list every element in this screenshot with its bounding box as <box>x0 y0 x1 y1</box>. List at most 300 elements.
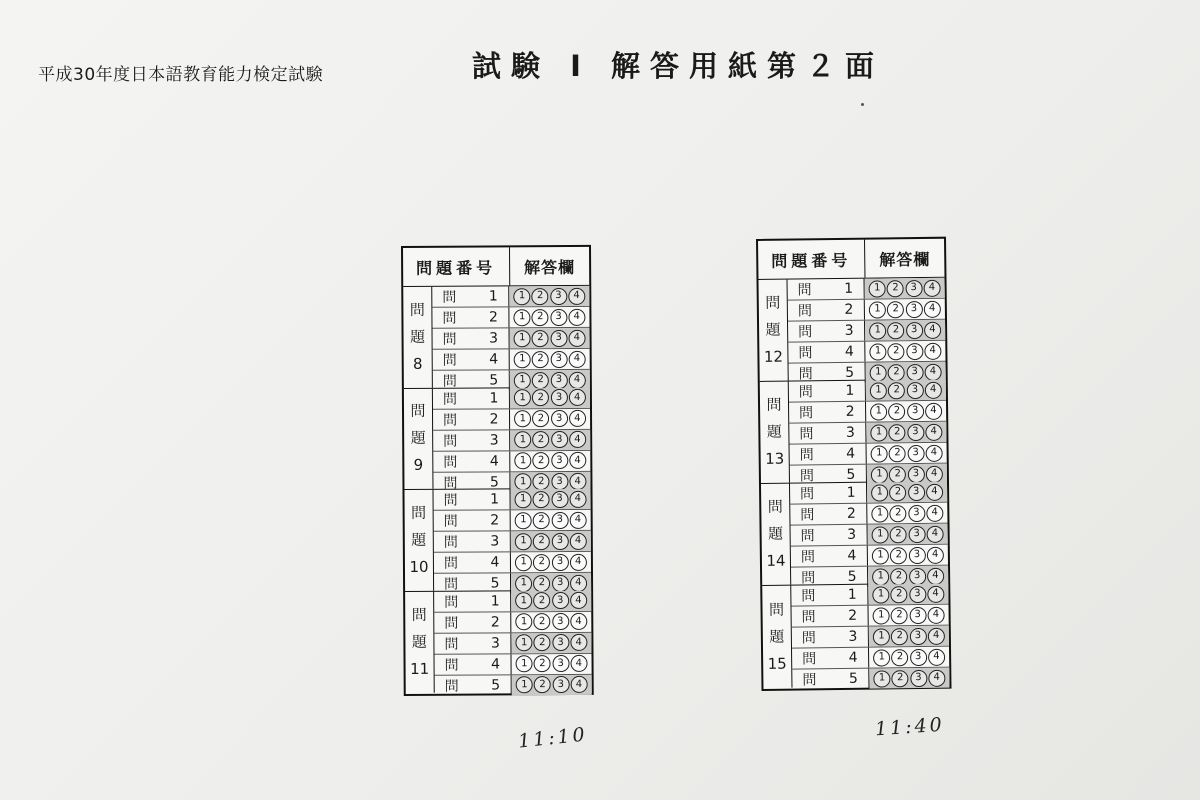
question-number: 3 <box>480 531 511 551</box>
question-row <box>434 632 591 654</box>
answer-bubble[interactable]: 3 <box>551 452 568 469</box>
answer-bubble[interactable]: 2 <box>534 634 551 651</box>
answer-bubble[interactable]: 2 <box>888 343 905 360</box>
answer-bubble[interactable]: 4 <box>925 423 942 440</box>
answer-bubble[interactable]: 3 <box>550 308 567 325</box>
question-number: 5 <box>480 573 511 593</box>
answer-bubble[interactable]: 2 <box>533 592 550 609</box>
answer-bubble[interactable]: 3 <box>909 585 926 602</box>
group-label-char: 題 <box>411 632 427 651</box>
question-label: 問 <box>799 447 814 464</box>
answer-bubble[interactable]: 3 <box>909 627 926 644</box>
answer-bubble[interactable]: 4 <box>928 627 945 644</box>
answer-bubble[interactable]: 1 <box>514 410 531 427</box>
question-number: 3 <box>837 525 868 545</box>
answer-bubble[interactable]: 1 <box>871 484 888 501</box>
answer-bubble[interactable]: 4 <box>570 574 587 591</box>
answer-bubble[interactable]: 3 <box>905 300 922 317</box>
question-label: 問 <box>442 391 457 408</box>
question-number: 3 <box>834 321 865 341</box>
question-label: 問 <box>444 657 459 674</box>
question-number: 1 <box>837 585 868 605</box>
answer-bubble[interactable]: 4 <box>570 655 587 672</box>
answer-bubble[interactable]: 1 <box>872 586 889 603</box>
question-label: 問 <box>801 570 816 587</box>
answer-bubble[interactable]: 4 <box>570 676 587 693</box>
group-label <box>404 490 434 591</box>
question-row <box>433 450 590 472</box>
answer-bubble[interactable]: 1 <box>873 607 890 624</box>
answer-bubble[interactable]: 2 <box>890 505 907 522</box>
answer-bubble[interactable]: 2 <box>533 473 550 490</box>
question-row <box>433 387 590 409</box>
question-label: 問 <box>799 468 815 485</box>
answer-bubbles <box>865 299 945 320</box>
answer-bubble[interactable]: 1 <box>515 613 532 630</box>
answer-bubbles <box>510 349 590 369</box>
question-number: 2 <box>479 409 510 429</box>
answer-bubble[interactable]: 3 <box>907 402 924 419</box>
answer-bubbles <box>510 387 590 407</box>
answer-bubble[interactable]: 2 <box>889 424 906 441</box>
question-row <box>433 489 590 511</box>
answer-bubble[interactable]: 4 <box>927 546 944 563</box>
answer-bubble[interactable]: 4 <box>924 300 941 317</box>
answer-bubble[interactable]: 4 <box>570 592 587 609</box>
question-label: 問 <box>442 289 457 306</box>
answer-bubble[interactable]: 4 <box>926 465 943 482</box>
question-number: 1 <box>833 279 864 299</box>
answer-bubbles <box>511 632 591 652</box>
answer-bubble[interactable]: 1 <box>515 554 532 571</box>
answer-bubbles <box>511 531 591 551</box>
answer-bubbles <box>867 443 947 464</box>
answer-bubble[interactable]: 2 <box>533 554 550 571</box>
question-group <box>404 489 591 592</box>
answer-bubble[interactable]: 2 <box>888 403 905 420</box>
answer-bubble[interactable]: 3 <box>550 371 567 388</box>
answer-bubble[interactable]: 4 <box>570 613 587 630</box>
group-label-char: 題 <box>409 327 426 346</box>
answer-bubble[interactable]: 2 <box>890 526 907 543</box>
answer-bubble[interactable]: 1 <box>869 322 886 339</box>
answer-bubble[interactable]: 4 <box>927 585 944 602</box>
question-row <box>791 545 948 568</box>
answer-bubble[interactable]: 1 <box>515 473 532 490</box>
answer-bubble[interactable]: 2 <box>532 351 549 368</box>
question-number: 5 <box>479 472 510 492</box>
answer-bubbles <box>510 489 590 509</box>
answer-bubble[interactable]: 2 <box>887 322 904 339</box>
table-header <box>758 239 944 280</box>
question-number: 3 <box>835 423 866 443</box>
answer-bubble[interactable]: 3 <box>552 676 569 693</box>
question-row <box>433 429 590 451</box>
question-group <box>761 482 948 586</box>
group-label <box>761 484 791 585</box>
answer-bubble[interactable]: 2 <box>534 613 551 630</box>
question-label: 問 <box>444 636 459 653</box>
answer-bubbles <box>869 626 949 647</box>
answer-bubble[interactable]: 4 <box>569 410 586 427</box>
answer-bubble[interactable]: 2 <box>891 586 908 603</box>
question-row <box>791 605 948 628</box>
answer-bubble[interactable]: 3 <box>906 381 923 398</box>
answer-bubble[interactable]: 4 <box>924 342 941 359</box>
question-label: 問 <box>444 594 459 611</box>
question-row <box>434 590 591 612</box>
answer-bubble[interactable]: 1 <box>869 301 886 318</box>
answer-bubble[interactable]: 1 <box>515 491 532 508</box>
question-number: 1 <box>478 286 509 306</box>
group-label-char: 11 <box>409 659 430 678</box>
answer-bubble[interactable]: 3 <box>910 648 927 665</box>
group-label-char: 問 <box>411 605 427 624</box>
answer-bubble[interactable]: 3 <box>551 473 568 490</box>
question-label: 問 <box>443 475 458 492</box>
answer-bubble[interactable]: 4 <box>568 329 585 346</box>
answer-bubble[interactable]: 1 <box>872 547 889 564</box>
answer-bubble[interactable]: 1 <box>873 670 890 687</box>
question-row <box>433 408 590 430</box>
answer-bubble[interactable]: 3 <box>552 634 569 651</box>
group-label-char: 9 <box>413 456 424 475</box>
answer-table-left <box>401 245 594 696</box>
answer-bubble[interactable]: 3 <box>908 504 925 521</box>
answer-bubble[interactable]: 2 <box>532 389 549 406</box>
answer-bubble[interactable]: 4 <box>569 371 586 388</box>
question-number: 5 <box>837 567 868 587</box>
answer-bubble[interactable]: 3 <box>552 655 569 672</box>
question-row <box>433 349 590 371</box>
group-label-char: 8 <box>412 354 423 373</box>
group-label <box>404 388 434 489</box>
answer-bubble[interactable]: 3 <box>907 444 924 461</box>
question-group <box>403 286 590 389</box>
answer-bubbles <box>510 328 590 348</box>
answer-bubbles <box>512 674 592 694</box>
group-label-char: 問 <box>411 503 427 522</box>
question-label: 問 <box>799 405 814 422</box>
answer-bubble[interactable]: 1 <box>515 533 532 550</box>
answer-bubble[interactable]: 1 <box>515 575 532 592</box>
answer-bubble[interactable]: 2 <box>533 431 550 448</box>
answer-bubble[interactable]: 2 <box>532 309 549 326</box>
answer-bubbles <box>867 482 947 503</box>
answer-bubble[interactable]: 4 <box>570 553 587 570</box>
group-label-char: 題 <box>766 422 782 441</box>
handwritten-time-right: 11:40 <box>874 713 946 741</box>
answer-bubble[interactable]: 2 <box>532 288 549 305</box>
answer-bubble[interactable]: 1 <box>516 655 533 672</box>
answer-bubble[interactable]: 4 <box>569 490 586 507</box>
group-label-char: 13 <box>765 449 785 468</box>
answer-bubbles <box>868 584 948 605</box>
answer-bubble[interactable]: 4 <box>926 483 943 500</box>
answer-bubble[interactable]: 1 <box>516 634 533 651</box>
answer-bubble[interactable]: 3 <box>910 669 927 686</box>
group-label-char: 題 <box>411 530 427 549</box>
question-number: 2 <box>478 307 509 327</box>
answer-bubble[interactable]: 1 <box>870 403 887 420</box>
answer-bubble[interactable]: 3 <box>552 592 569 609</box>
answer-bubble[interactable]: 1 <box>871 505 888 522</box>
answer-bubble[interactable]: 3 <box>909 606 926 623</box>
group-label <box>759 280 789 381</box>
question-row <box>435 674 592 695</box>
answer-bubble[interactable]: 3 <box>550 287 567 304</box>
answer-bubble[interactable]: 2 <box>889 445 906 462</box>
question-number: 2 <box>835 402 866 422</box>
answer-table-right <box>756 237 952 691</box>
answer-bubble[interactable]: 2 <box>890 547 907 564</box>
answer-bubble[interactable]: 2 <box>891 607 908 624</box>
answer-bubble[interactable]: 4 <box>928 669 945 686</box>
question-number-header: 問題番号 <box>758 240 865 279</box>
question-label: 問 <box>802 651 817 668</box>
question-label: 問 <box>444 678 459 695</box>
question-row <box>432 286 589 308</box>
question-row <box>790 482 947 505</box>
answer-bubble[interactable]: 1 <box>514 330 531 347</box>
question-label: 問 <box>800 507 815 524</box>
answer-bubble[interactable]: 4 <box>568 287 585 304</box>
answer-bubble[interactable]: 2 <box>532 372 549 389</box>
answer-bubble[interactable]: 3 <box>552 574 569 591</box>
answer-bubble[interactable]: 2 <box>532 330 549 347</box>
answer-bubble[interactable]: 2 <box>533 575 550 592</box>
question-label: 問 <box>443 454 458 471</box>
question-number: 5 <box>481 675 512 695</box>
answer-bubbles <box>509 307 589 327</box>
answer-bubble[interactable]: 2 <box>891 628 908 645</box>
question-number: 5 <box>479 370 510 390</box>
answer-bubble[interactable]: 1 <box>514 309 531 326</box>
answer-bubble[interactable]: 3 <box>550 389 567 406</box>
answer-bubble[interactable]: 2 <box>888 364 905 381</box>
question-row <box>789 401 946 424</box>
answer-bubble[interactable]: 3 <box>908 546 925 563</box>
answer-bubble[interactable]: 1 <box>514 431 531 448</box>
question-row <box>789 422 946 445</box>
answer-bubble[interactable]: 4 <box>569 511 586 528</box>
question-row <box>434 552 591 574</box>
answer-bubble[interactable]: 2 <box>890 568 907 585</box>
answer-bubble[interactable]: 4 <box>569 431 586 448</box>
question-label: 問 <box>444 615 459 632</box>
answer-bubble[interactable]: 1 <box>514 372 531 389</box>
answer-bubble[interactable]: 2 <box>889 466 906 483</box>
answer-bubble[interactable]: 3 <box>551 511 568 528</box>
answer-bubble[interactable]: 3 <box>907 423 924 440</box>
answer-bubble[interactable]: 2 <box>887 301 904 318</box>
answer-bubble[interactable]: 3 <box>551 410 568 427</box>
answer-bubble[interactable]: 3 <box>552 613 569 630</box>
question-number: 4 <box>480 654 511 674</box>
answer-bubbles <box>869 668 949 689</box>
question-label: 問 <box>798 324 813 341</box>
answer-bubbles <box>511 611 591 631</box>
answer-bubble[interactable]: 4 <box>569 473 586 490</box>
answer-bubble[interactable]: 3 <box>550 350 567 367</box>
question-label: 問 <box>443 412 458 429</box>
question-label: 問 <box>798 345 813 362</box>
question-label: 問 <box>800 549 815 566</box>
question-row <box>434 531 591 553</box>
question-number: 1 <box>835 381 866 401</box>
answer-bubble[interactable]: 4 <box>569 389 586 406</box>
question-group <box>760 380 947 484</box>
question-row <box>789 380 946 403</box>
answer-bubble[interactable]: 4 <box>568 308 585 325</box>
question-label: 問 <box>442 373 457 390</box>
answer-bubble[interactable]: 2 <box>891 649 908 666</box>
question-label: 問 <box>800 486 815 503</box>
answer-bubble[interactable]: 2 <box>888 382 905 399</box>
answer-bubbles <box>868 545 948 566</box>
group-label <box>403 287 433 388</box>
answer-bubble[interactable]: 4 <box>924 321 941 338</box>
answer-bubble[interactable]: 4 <box>926 525 943 542</box>
answer-bubble[interactable]: 1 <box>515 592 532 609</box>
answer-bubble[interactable]: 3 <box>908 483 925 500</box>
question-row <box>791 524 948 547</box>
question-group <box>762 584 949 688</box>
question-number-header: 問題番号 <box>403 247 510 286</box>
answer-bubble[interactable]: 2 <box>889 484 906 501</box>
answer-bubble[interactable]: 2 <box>532 410 549 427</box>
question-row <box>788 299 945 322</box>
question-number: 1 <box>836 483 867 503</box>
answer-bubbles <box>868 605 948 626</box>
answer-bubble[interactable]: 1 <box>871 445 888 462</box>
answer-bubble[interactable]: 1 <box>873 628 890 645</box>
answer-bubble[interactable]: 4 <box>568 350 585 367</box>
answer-bubble[interactable]: 4 <box>925 381 942 398</box>
question-row <box>792 668 949 690</box>
answer-bubble[interactable]: 3 <box>551 532 568 549</box>
answer-bubbles <box>866 422 946 443</box>
question-label: 問 <box>801 609 816 626</box>
question-label: 問 <box>797 282 812 299</box>
answer-bubble[interactable]: 1 <box>870 424 887 441</box>
answer-bubble[interactable]: 1 <box>514 351 531 368</box>
answer-bubble[interactable]: 4 <box>925 402 942 419</box>
answer-bubble[interactable]: 1 <box>514 389 531 406</box>
question-number: 2 <box>480 612 511 632</box>
answer-bubbles <box>510 408 590 428</box>
question-row <box>792 626 949 649</box>
question-row <box>432 307 589 329</box>
answer-bubble[interactable]: 4 <box>928 648 945 665</box>
answer-bubble[interactable]: 1 <box>514 452 531 469</box>
question-label: 問 <box>442 331 457 348</box>
answer-bubble[interactable]: 3 <box>551 431 568 448</box>
answer-bubble[interactable]: 2 <box>533 512 550 529</box>
answer-bubble[interactable]: 1 <box>515 512 532 529</box>
question-number: 2 <box>480 510 511 530</box>
answer-bubble[interactable]: 1 <box>871 466 888 483</box>
answer-bubble[interactable]: 3 <box>905 279 922 296</box>
answer-bubbles <box>865 341 945 362</box>
question-number: 2 <box>836 504 867 524</box>
answer-bubble[interactable]: 1 <box>870 382 887 399</box>
question-label: 問 <box>443 555 458 572</box>
answer-bubble[interactable]: 3 <box>906 321 923 338</box>
answer-bubbles <box>866 401 946 422</box>
answer-bubble[interactable]: 1 <box>869 280 886 297</box>
answer-bubble[interactable]: 1 <box>873 649 890 666</box>
answer-bubble[interactable]: 4 <box>926 504 943 521</box>
answer-bubble[interactable]: 4 <box>924 363 941 380</box>
answer-bubble[interactable]: 2 <box>534 655 551 672</box>
answer-bubble[interactable]: 1 <box>513 288 530 305</box>
answer-bubble[interactable]: 2 <box>887 280 904 297</box>
answer-bubble[interactable]: 3 <box>906 363 923 380</box>
answer-bubble[interactable]: 4 <box>570 532 587 549</box>
answer-bubble[interactable]: 3 <box>551 553 568 570</box>
question-number: 4 <box>834 342 865 362</box>
answer-bubble[interactable]: 4 <box>569 452 586 469</box>
answer-bubble[interactable]: 4 <box>570 634 587 651</box>
question-number: 2 <box>837 606 868 626</box>
question-number: 4 <box>479 451 510 471</box>
answer-bubble[interactable]: 3 <box>550 329 567 346</box>
group-label-char: 問 <box>766 395 782 414</box>
group-label-char: 問 <box>768 600 785 619</box>
answer-bubble[interactable]: 3 <box>907 465 924 482</box>
question-number: 4 <box>837 546 868 566</box>
question-row <box>434 653 591 675</box>
answer-bubbles <box>510 429 590 449</box>
answer-bubble[interactable]: 2 <box>533 533 550 550</box>
answer-bubble[interactable]: 1 <box>869 343 886 360</box>
question-group <box>759 278 946 382</box>
question-label: 問 <box>443 534 458 551</box>
answer-bubble[interactable]: 3 <box>909 567 926 584</box>
answer-bubble[interactable]: 2 <box>534 676 551 693</box>
question-number: 5 <box>836 465 867 485</box>
answer-bubble[interactable]: 1 <box>872 568 889 585</box>
question-row <box>433 328 590 350</box>
question-label: 問 <box>443 513 458 530</box>
question-label: 問 <box>801 630 816 647</box>
answer-bubble[interactable]: 4 <box>927 606 944 623</box>
answer-bubble[interactable]: 3 <box>908 525 925 542</box>
answer-bubbles <box>511 510 591 530</box>
answer-bubble[interactable]: 2 <box>533 452 550 469</box>
answer-bubble[interactable]: 3 <box>551 490 568 507</box>
question-row <box>792 647 949 670</box>
answer-bubble[interactable]: 2 <box>892 670 909 687</box>
group-label <box>762 586 792 688</box>
question-number: 1 <box>480 591 511 611</box>
answer-bubble[interactable]: 2 <box>533 491 550 508</box>
question-number: 1 <box>479 489 510 509</box>
answer-bubble[interactable]: 1 <box>870 364 887 381</box>
answer-bubble[interactable]: 1 <box>516 676 533 693</box>
answer-bubbles <box>510 450 590 470</box>
question-label: 問 <box>800 528 815 545</box>
answer-bubble[interactable]: 1 <box>872 526 889 543</box>
answer-bubbles <box>864 278 944 299</box>
answer-bubble[interactable]: 4 <box>923 279 940 296</box>
group-label-char: 題 <box>410 429 426 448</box>
question-number: 4 <box>480 552 511 572</box>
answer-bubble[interactable]: 3 <box>906 342 923 359</box>
answer-bubble[interactable]: 4 <box>927 567 944 584</box>
answer-bubble[interactable]: 4 <box>925 444 942 461</box>
